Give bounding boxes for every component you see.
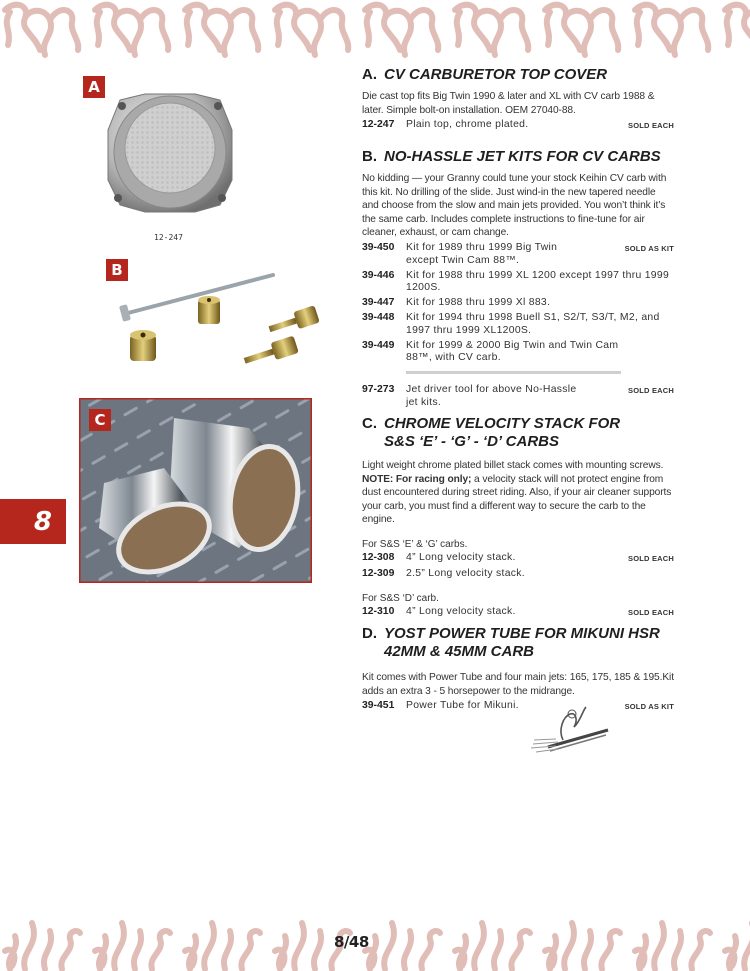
section-d-description: Kit comes with Power Tube and four main jets: 165, 175, 185 & 195.Kit adds an extra 3 - 5 horsepower to the midrange. — [362, 672, 674, 697]
product-row — [362, 312, 674, 338]
part-number: 39-449 — [362, 339, 395, 351]
section-a-title: A. CV CARBURETOR TOP COVER — [362, 66, 608, 83]
part-number: 39-446 — [362, 269, 395, 281]
product-row — [362, 606, 674, 620]
part-number: 97-273 — [362, 384, 395, 396]
product-description: 2.5” Long velocity stack. — [406, 567, 525, 579]
chapter-tab — [0, 499, 66, 544]
part-number: 12-308 — [362, 551, 395, 563]
product-row — [362, 700, 674, 714]
product-description: Kit for 1988 thru 1999 Xl 883. — [406, 297, 551, 309]
section-b-title: B. NO-HASSLE JET KITS FOR CV CARBS — [362, 148, 661, 165]
photo-badge-c: C — [89, 409, 111, 431]
sold-label: SOLD AS KIT — [624, 702, 674, 712]
product-description: Plain top, chrome plated. — [406, 119, 529, 131]
section-a — [362, 66, 674, 133]
product-description: Kit for 1999 & 2000 Big Twin and Twin Cam 88™, with CV carb. — [406, 339, 619, 364]
product-description: 4” Long velocity stack. — [406, 551, 516, 563]
product-description: Kit for 1988 thru 1999 XL 1200 except 1997 thru 1999 1200S. — [406, 269, 670, 294]
sold-label: SOLD EACH — [628, 386, 674, 396]
product-row — [362, 552, 674, 566]
section-c-description: Light weight chrome plated billet stack comes with mounting screws. NOTE: For racing only; a velocity stack will not protect engine from dust encountered during street riding. Also, if your air cleaner supports your carb, you must find a different way to secure the carb to the engine. — [362, 460, 672, 526]
part-number: 12-310 — [362, 605, 395, 617]
product-row — [362, 242, 674, 268]
sold-label: SOLD EACH — [628, 553, 674, 563]
group-label: For S&S ‘D’ carb. — [362, 592, 439, 604]
chapter-number: 8 — [33, 506, 52, 537]
product-row — [362, 297, 674, 310]
product-row — [362, 384, 674, 410]
part-number: 12-309 — [362, 567, 395, 579]
section-b-description: No kidding — your Granny could tune your stock Keihin CV carb with this kit. No drilling of the slide. Just wind-in the new tapered needle and choose from the slow and main jets provided. You won’t think it’s the same carb. Includes complete instructions to fine-tune for air cleaner, exhaust, or cam change. — [362, 173, 667, 239]
section-d-title: D. YOST POWER TUBE FOR MIKUNI HSR 42MM & 45MM CARB — [362, 625, 660, 660]
photo-carb-top-cover — [100, 90, 240, 215]
photo-velocity-stacks — [79, 398, 312, 583]
photo-badge-b: B — [106, 259, 128, 281]
product-description: Kit for 1994 thru 1998 Buell S1, S2/T, S3/T, M2, and 1997 thru 1999 XL1200S. — [406, 311, 660, 336]
section-a-description: Die cast top fits Big Twin 1990 & later and XL with CV carb 1988 & later. Simple bolt-on installation. OEM 27040-88. — [362, 91, 655, 116]
part-number: 39-451 — [362, 700, 395, 712]
product-description: Power Tube for Mikuni. — [406, 700, 519, 712]
sold-label: SOLD EACH — [628, 121, 674, 131]
product-row — [362, 568, 674, 581]
section-c-title: C. CHROME VELOCITY STACK FOR S&S ‘E’ - ‘G’ - ‘D’ CARBS — [362, 415, 621, 450]
sold-label: SOLD EACH — [628, 607, 674, 617]
section-b — [362, 148, 674, 410]
section-d — [362, 625, 674, 714]
section-c — [362, 415, 674, 619]
photo-badge-a: A — [83, 76, 105, 98]
photo-jet-kit — [118, 265, 333, 370]
divider — [406, 371, 621, 374]
group-label: For S&S ‘E’ & ‘G’ carbs. — [362, 538, 468, 550]
product-row — [362, 340, 674, 366]
sold-label: SOLD AS KIT — [624, 243, 674, 253]
part-number: 39-448 — [362, 311, 395, 323]
page-number: 8/48 — [334, 933, 369, 951]
rider-illustration — [528, 702, 613, 757]
racing-note: NOTE: For racing only; — [362, 473, 472, 485]
part-number: 39-447 — [362, 297, 395, 309]
product-row — [362, 119, 674, 133]
product-description: Kit for 1989 thru 1999 Big Twin except Twin Cam 88™. — [406, 241, 558, 266]
flame-border-top — [0, 0, 750, 60]
product-description: Jet driver tool for above No-Hassle jet kits. — [406, 384, 577, 408]
product-row — [362, 270, 674, 296]
part-number: 12-247 — [362, 119, 395, 131]
photo-caption-a: 12-247 — [154, 233, 183, 242]
product-description: 4” Long velocity stack. — [406, 605, 516, 617]
flame-border-bottom — [0, 911, 750, 971]
part-number: 39-450 — [362, 241, 395, 253]
